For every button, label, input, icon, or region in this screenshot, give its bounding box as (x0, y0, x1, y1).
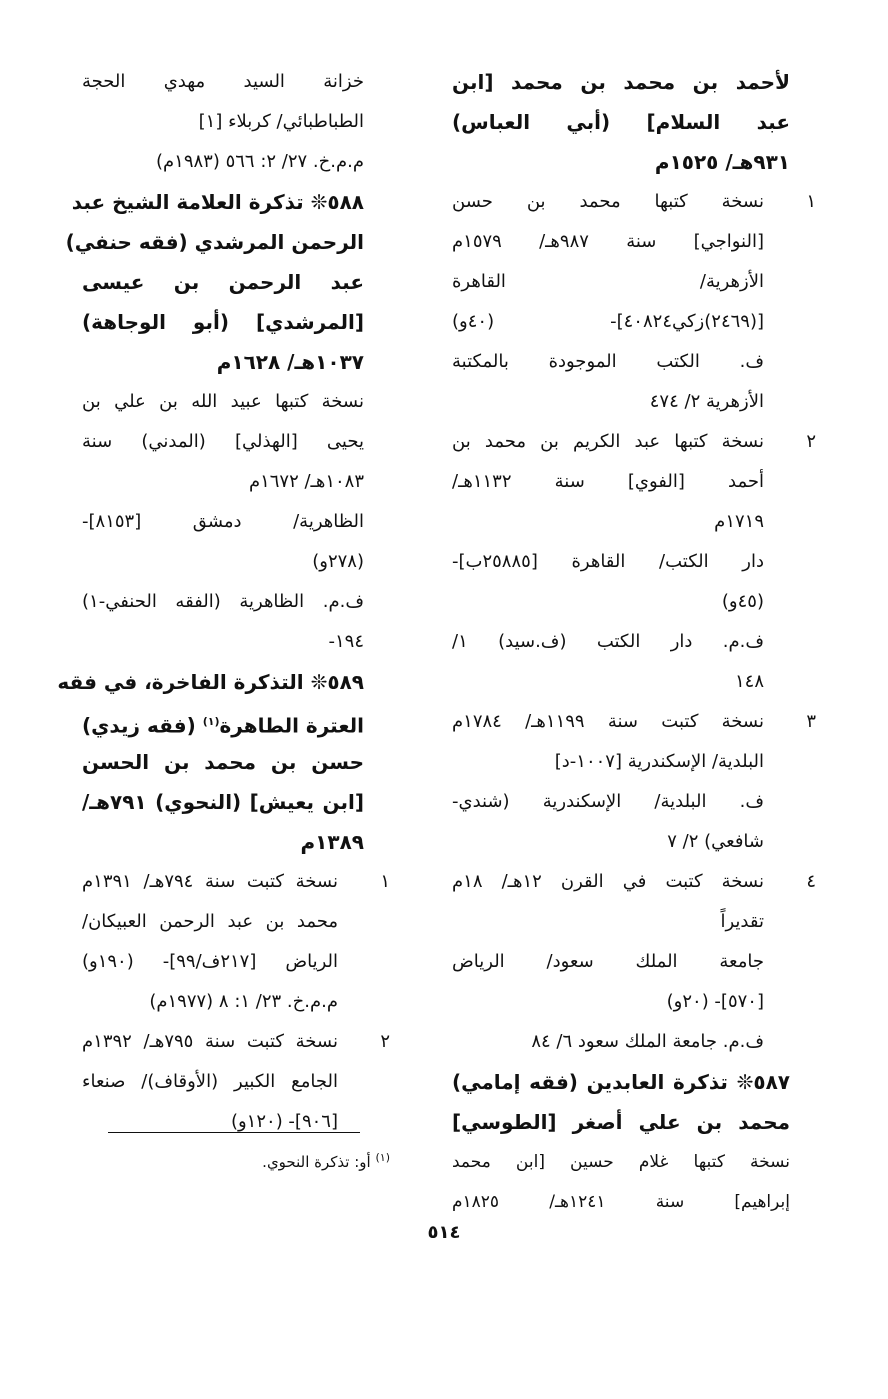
copy-line: ف. البلدية/ الإسكندرية (شندي- (452, 791, 764, 812)
entry-588-body-line: نسخة كتبها عبيد الله بن علي بن (82, 391, 364, 412)
copy-line: الرياض [٢١٧ف/٩٩]- (١٩٠و) (82, 951, 339, 972)
copy-line: نسخة كتبت في القرن ١٢هـ/ ١٨م (452, 871, 764, 892)
copy-line: جامعة الملك سعود/ الرياض (452, 951, 764, 972)
entry-dates: ١٠٣٧هـ/ ١٦٢٨م (216, 350, 364, 374)
copy-line: نسخة كتبت سنة ١١٩٩هـ/ ١٧٨٤م (452, 711, 764, 732)
copy-line: نسخة كتبها عبد الكريم بن محمد بن (452, 431, 764, 452)
carryover-line: الطباطبائي/ كربلاء [١] (198, 111, 364, 132)
footnote-marker: (١) (375, 1151, 390, 1164)
copy-1 (82, 862, 390, 1022)
copy-line: البلدية/ الإسكندرية [١٠٠٧-د] (554, 751, 764, 772)
heading-line: ٩٣١هـ/ ١٥٢٥م (654, 150, 790, 174)
entry-589-heading (57, 662, 364, 862)
copy-line: الأزهرية/ القاهرة (452, 271, 764, 292)
entry-587-body-line: نسخة كتبها غلام حسين [ابن محمد (452, 1152, 790, 1172)
subject-tag: (فقه زيدي) (81, 713, 196, 738)
footnote (108, 1146, 390, 1174)
copy-line: نسخة كتبها محمد بن حسن (452, 191, 764, 212)
entry-588-heading (65, 182, 364, 382)
copy-line: تقديراً (720, 911, 764, 932)
copy-number: ٣ (806, 711, 816, 732)
entry-author: [المرشدي] (أبو الوجاهة) (82, 310, 364, 334)
heading-line: عبد السلام] (أبي العباس) (452, 110, 790, 134)
copy-line: نسخة كتبت سنة ٧٩٥هـ/ ١٣٩٢م (82, 1031, 338, 1052)
copy-line: ف.م. دار الكتب (ف.سيد) ١/ (452, 631, 764, 652)
entry-author: [ابن يعيش] (النحوي) ٧٩١هـ/ (82, 790, 364, 814)
entry-588-body-line: ١٩٤- (328, 631, 364, 652)
copy-line: الجامع الكبير (الأوقاف)/ صنعاء (82, 1071, 338, 1092)
copy-line: [(٢٤٦٩)زكي٤٠٨٢٤]- (٤٠و) (452, 311, 764, 332)
copy-number: ١ (806, 191, 816, 212)
copy-number: ٤ (806, 871, 816, 892)
copy-1 (452, 182, 816, 422)
entry-588-body-line: الظاهرية/ دمشق [٨١٥٣]- (82, 511, 364, 532)
copy-2 (82, 1022, 390, 1142)
heading-line: لأحمد بن محمد بن محمد [ابن (452, 70, 790, 94)
copy-line: الأزهرية ٢/ ٤٧٤ (649, 391, 764, 412)
entry-title-line (82, 702, 364, 742)
copy-number: ٢ (380, 1031, 390, 1052)
copy-line: محمد بن عبد الرحمن العبيكان/ (82, 911, 338, 932)
entry-author: محمد بن علي أصغر [الطوسي] (452, 1110, 790, 1134)
entry-dates: ١٣٨٩م (300, 830, 364, 854)
copy-line: ف. الكتب الموجودة بالمكتبة (452, 351, 764, 372)
entry-588-body-line: يحيى [الهذلي] (المدني) سنة (82, 431, 364, 452)
copy-number: ٢ (806, 431, 816, 452)
entry-588-body-line: (٢٧٨و) (312, 551, 364, 572)
copy-line: نسخة كتبت سنة ٧٩٤هـ/ ١٣٩١م (82, 871, 338, 892)
copy-line: [النواجي] سنة ٩٨٧هـ/ ١٥٧٩م (452, 231, 764, 252)
carryover-line: خزانة السيد مهدي الحجة (82, 71, 364, 92)
page-number: ٥١٤ (427, 1222, 461, 1243)
copy-line: ١٧١٩م (714, 511, 764, 532)
copy-2 (452, 422, 816, 702)
entry-heading-prior (452, 62, 790, 182)
footnote-text: أو: تذكرة النحوي. (262, 1153, 371, 1171)
entry-588-body-line: ١٠٨٣هـ/ ١٦٧٢م (248, 471, 364, 492)
entry-author: عبد الرحمن بن عيسى (82, 270, 364, 294)
footnote-reference: (١) (202, 715, 220, 728)
copy-4 (452, 862, 816, 1062)
copy-line: ١٤٨ (734, 671, 764, 692)
copy-line: (٤٥و) (721, 591, 764, 612)
entry-587-body-line: إبراهيم] سنة ١٢٤١هـ/ ١٨٢٥م (452, 1192, 790, 1212)
entry-title: ٥٨٩❊ التذكرة الفاخرة، في فقه (57, 670, 364, 694)
entry-title: ٥٨٨❊ تذكرة العلامة الشيخ عبد (71, 190, 364, 214)
copy-3 (452, 702, 816, 862)
entry-588-body-line: ف.م. الظاهرية (الفقه الحنفي-١) (82, 591, 364, 612)
copy-line: دار الكتب/ القاهرة [٢٥٨٨٥ب]- (452, 551, 764, 572)
entry-title: الرحمن المرشدي (فقه حنفي) (65, 230, 364, 254)
copy-line: م.م.خ. ٢٣/ ١: ٨ (١٩٧٧م) (149, 991, 338, 1012)
copy-line: ف.م. جامعة الملك سعود ٦/ ٨٤ (531, 1031, 764, 1052)
copy-number: ١ (380, 871, 390, 892)
entry-author: حسن بن محمد بن الحسن (82, 750, 364, 774)
left-column (57, 62, 390, 1142)
right-column (452, 62, 816, 1222)
copy-line: [٥٧٠]- (٢٠و) (666, 991, 764, 1012)
entry-587 (452, 1062, 790, 1142)
footnote-separator (108, 1132, 360, 1133)
entry-title-part: العترة الطاهرة (219, 713, 364, 738)
copy-line: [٩٠٦]- (١٢٠و) (230, 1111, 338, 1132)
copy-line: أحمد [الفوي] سنة ١١٣٢هـ/ (452, 471, 764, 492)
entry-title: ٥٨٧❊ تذكرة العابدين (فقه إمامي) (452, 1070, 790, 1094)
copy-line: شافعي) ٢/ ٧ (667, 831, 764, 852)
carryover-line: م.م.خ. ٢٧/ ٢: ٥٦٦ (١٩٨٣م) (155, 151, 364, 172)
